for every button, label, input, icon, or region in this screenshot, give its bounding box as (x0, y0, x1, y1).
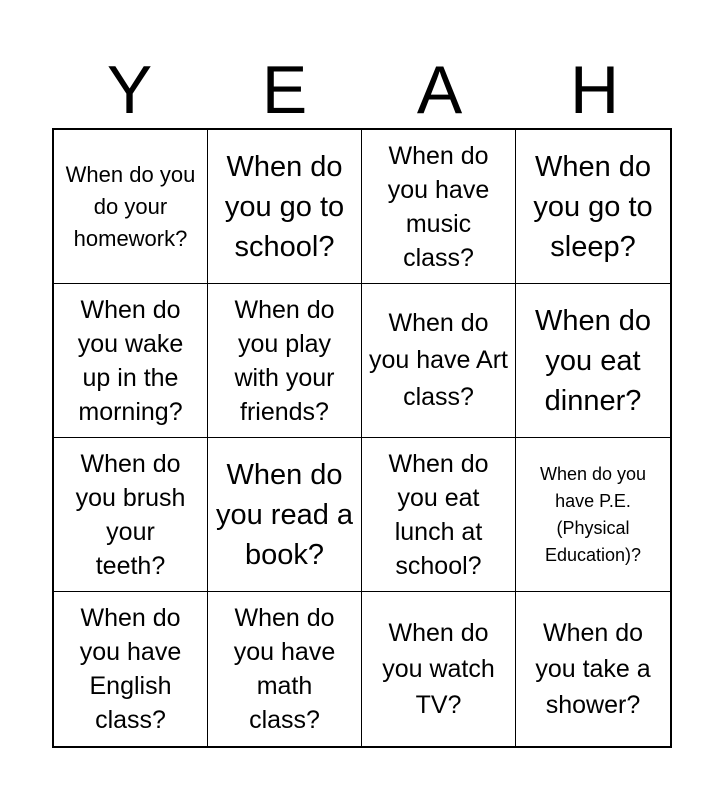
bingo-cell[interactable] (54, 130, 208, 284)
header-letter-a: A (416, 52, 463, 128)
cell-text: When do you read a book? (215, 458, 354, 571)
bingo-header (52, 52, 672, 128)
bingo-cell[interactable] (516, 130, 670, 284)
bingo-cell[interactable] (208, 284, 362, 438)
bingo-cell[interactable] (362, 592, 516, 746)
bingo-cell[interactable] (208, 130, 362, 284)
cell-text: When do you have music class? (387, 141, 490, 272)
bingo-cell[interactable] (54, 592, 208, 746)
bingo-cell[interactable] (54, 284, 208, 438)
bingo-cell[interactable] (516, 438, 670, 592)
cell-text: When do you watch TV? (382, 619, 495, 719)
cell-text: When do you go to sleep? (533, 150, 653, 263)
cell-text: When do you take a shower? (535, 619, 651, 719)
cell-text: When do you do your homework? (65, 161, 196, 251)
bingo-grid (52, 128, 672, 748)
bingo-cell[interactable] (362, 130, 516, 284)
cell-text: When do you have English class? (79, 604, 182, 734)
bingo-cell[interactable] (516, 592, 670, 746)
cell-text: When do you brush your teeth? (75, 449, 186, 580)
bingo-cell[interactable] (516, 284, 670, 438)
cell-text: When do you have Art class? (369, 309, 508, 411)
cell-text: When do you eat dinner? (534, 304, 652, 417)
cell-text: When do you have math class? (233, 604, 336, 734)
cell-text: When do you go to school? (224, 150, 345, 263)
bingo-cell[interactable] (208, 438, 362, 592)
bingo-cell[interactable] (208, 592, 362, 746)
cell-text: When do you eat lunch at school? (388, 449, 489, 580)
cell-text: When do you have P.E. (Physical Education)? (539, 463, 647, 565)
header-letter-h: H (569, 52, 620, 128)
bingo-cell[interactable] (54, 438, 208, 592)
bingo-cell[interactable] (362, 438, 516, 592)
bingo-cell[interactable] (362, 284, 516, 438)
header-letter-y: Y (106, 52, 153, 128)
cell-text: When do you play with your friends? (234, 295, 335, 426)
cell-text: When do you wake up in the morning? (77, 295, 184, 426)
header-letter-e: E (261, 52, 308, 128)
